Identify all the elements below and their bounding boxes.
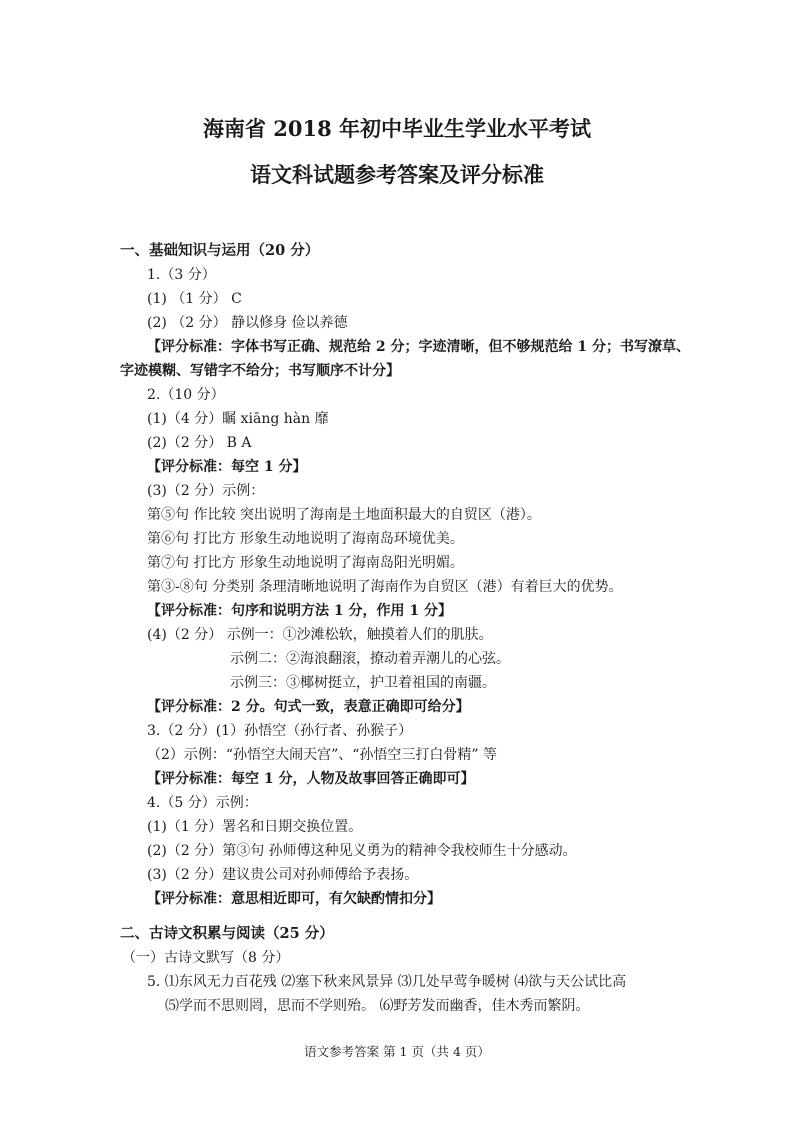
- scoring-criteria: 【评分标准：句序和说明方法 1 分，作用 1 分】: [147, 603, 452, 619]
- section-heading: 一、基础知识与运用（20 分）: [120, 242, 320, 259]
- question-number: 2.（10 分）: [147, 387, 225, 403]
- scoring-criteria: 【评分标准：每空 1 分】: [147, 459, 307, 475]
- question-number: 1.（3 分）: [147, 267, 216, 283]
- answer-line: (2)（2 分） B A: [147, 435, 252, 451]
- scoring-criteria: 字迹模糊、写错字不给分；书写顺序不计分】: [120, 363, 400, 379]
- answer-line: (1)（1 分）署名和日期交换位置。: [147, 819, 363, 835]
- answer-line: 5. ⑴东风无力百花残 ⑵塞下秋来风景异 ⑶几处早莺争暖树 ⑷欲与天公试比高: [147, 974, 627, 990]
- answer-line: (1)（4 分）瞩 xiāng hàn 靡: [147, 411, 329, 427]
- answer-line: ⑸学而不思则罔，思而不学则殆。 ⑹野芳发而幽香，佳木秀而繁阴。: [165, 998, 590, 1014]
- answer-line: 第⑥句 打比方 形象生动地说明了海南岛环境优美。: [147, 531, 464, 547]
- answer-line: (3)（2 分）建议贵公司对孙师傅给予表扬。: [147, 867, 419, 883]
- answer-line: (4)（2 分） 示例一：①沙滩松软，触摸着人们的肌肤。: [147, 627, 493, 643]
- section-heading: 二、古诗文积累与阅读（25 分）: [120, 925, 334, 942]
- page-subtitle: 语文科试题参考答案及评分标准: [250, 162, 544, 187]
- answer-line: (1) （1 分） C: [147, 291, 242, 307]
- scoring-criteria: 【评分标准：字体书写正确、规范给 2 分；字迹清晰，但不够规范给 1 分；书写潦草、: [147, 339, 690, 355]
- question-number: 3.（2 分）(1）孙悟空（孙行者、孙猴子）: [147, 723, 413, 739]
- answer-line: 第⑤句 作比较 突出说明了海南是土地面积最大的自贸区（港）。: [147, 507, 541, 523]
- page-title: 海南省 2018 年初中毕业生学业水平考试: [202, 116, 592, 141]
- answer-line: (2)（2 分）第③句 孙师傅这种见义勇为的精神令我校师生十分感动。: [147, 843, 577, 859]
- answer-line: 示例二：②海浪翻滚，撩动着弄潮儿的心弦。: [230, 651, 510, 667]
- answer-line: 示例三：③椰树挺立，护卫着祖国的南疆。: [230, 675, 496, 691]
- question-number: 4.（5 分）示例：: [147, 795, 258, 811]
- answer-line: (2) （2 分） 静以修身 俭以养德: [147, 315, 348, 331]
- scoring-criteria: 【评分标准：2 分。句式一致，表意正确即可给分】: [147, 699, 470, 715]
- scoring-criteria: 【评分标准：意思相近即可，有欠缺酌情扣分】: [147, 891, 441, 907]
- page-footer: 语文参考答案 第 1 页（共 4 页）: [304, 1044, 490, 1059]
- scoring-criteria: 【评分标准：每空 1 分，人物及故事回答正确即可】: [147, 771, 475, 787]
- subsection-heading: （一）古诗文默写（8 分）: [122, 950, 290, 966]
- answer-line: (3)（2 分）示例：: [147, 483, 265, 499]
- answer-line: （2）示例：“孙悟空大闹天宫”、“孙悟空三打白骨精” 等: [147, 747, 497, 763]
- answer-line: 第⑦句 打比方 形象生动地说明了海南岛阳光明媚。: [147, 555, 464, 571]
- answer-line: 第③-⑧句 分类别 条理清晰地说明了海南作为自贸区（港）有着巨大的优势。: [147, 579, 623, 595]
